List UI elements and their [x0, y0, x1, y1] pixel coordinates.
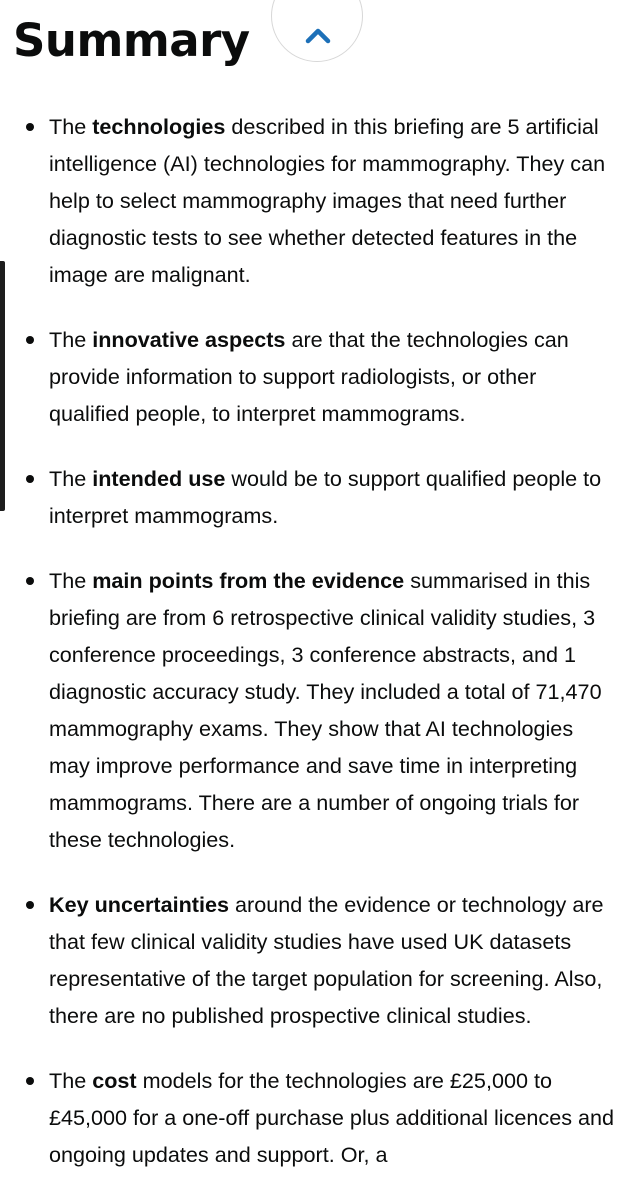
- item-term: technologies: [92, 114, 226, 139]
- summary-item-main-points: [0, 562, 632, 858]
- page-title: Summary: [13, 14, 250, 67]
- item-text: summarised in this briefing are from 6 retrospective clinical validity studies, 3 conference proceedings, 3 conference abstracts, and 1 diagnostic accuracy study. They included a total of 71,470 mammography exams. They show that AI technologies may improve performance and save time in interpreting mammograms. There are a number of ongoing trials for these technologies.: [49, 568, 602, 852]
- item-prefix: The: [49, 114, 93, 139]
- item-text: are that the technologies can provide information to support radiologists, or other qualified people, to interpret mammograms.: [49, 327, 569, 426]
- back-to-top-button[interactable]: [271, 0, 363, 62]
- summary-list: [0, 108, 632, 1201]
- bullet-point: [26, 1077, 34, 1085]
- bullet-point: [26, 475, 34, 483]
- item-prefix: The: [49, 327, 93, 352]
- bullet-point: [26, 901, 34, 909]
- item-term: intended use: [92, 466, 226, 491]
- item-text: models for the technologies are £25,000 to £45,000 for a one-off purchase plus additional licences and ongoing updates and support. Or, a: [49, 1068, 615, 1167]
- item-prefix: The: [49, 1068, 93, 1093]
- summary-item-key-uncertainties: [0, 886, 632, 1034]
- chevron-up-icon: [305, 26, 331, 44]
- bullet-point: [26, 577, 34, 585]
- item-text: would be to support qualified people to interpret mammograms.: [49, 466, 602, 528]
- summary-item-technologies: [0, 108, 632, 293]
- bullet-point: [26, 123, 34, 131]
- item-term: cost: [92, 1068, 137, 1093]
- item-term: innovative aspects: [92, 327, 286, 352]
- summary-item-intended-use: [0, 460, 632, 534]
- item-text: described in this briefing are 5 artificial intelligence (AI) technologies for mammography. They can help to select mammography images that need further diagnostic tests to see whether detected features in the image are malignant.: [49, 114, 606, 287]
- summary-item-innovative-aspects: [0, 321, 632, 432]
- summary-item-cost: [0, 1062, 632, 1173]
- item-text: around the evidence or technology are that few clinical validity studies have used UK datasets representative of the target population for screening. Also, there are no published prospective clinical studies.: [49, 892, 604, 1028]
- bullet-point: [26, 336, 34, 344]
- item-term: main points from the evidence: [92, 568, 405, 593]
- item-term: Key uncertainties: [49, 892, 230, 917]
- item-prefix: The: [49, 568, 93, 593]
- item-prefix: The: [49, 466, 93, 491]
